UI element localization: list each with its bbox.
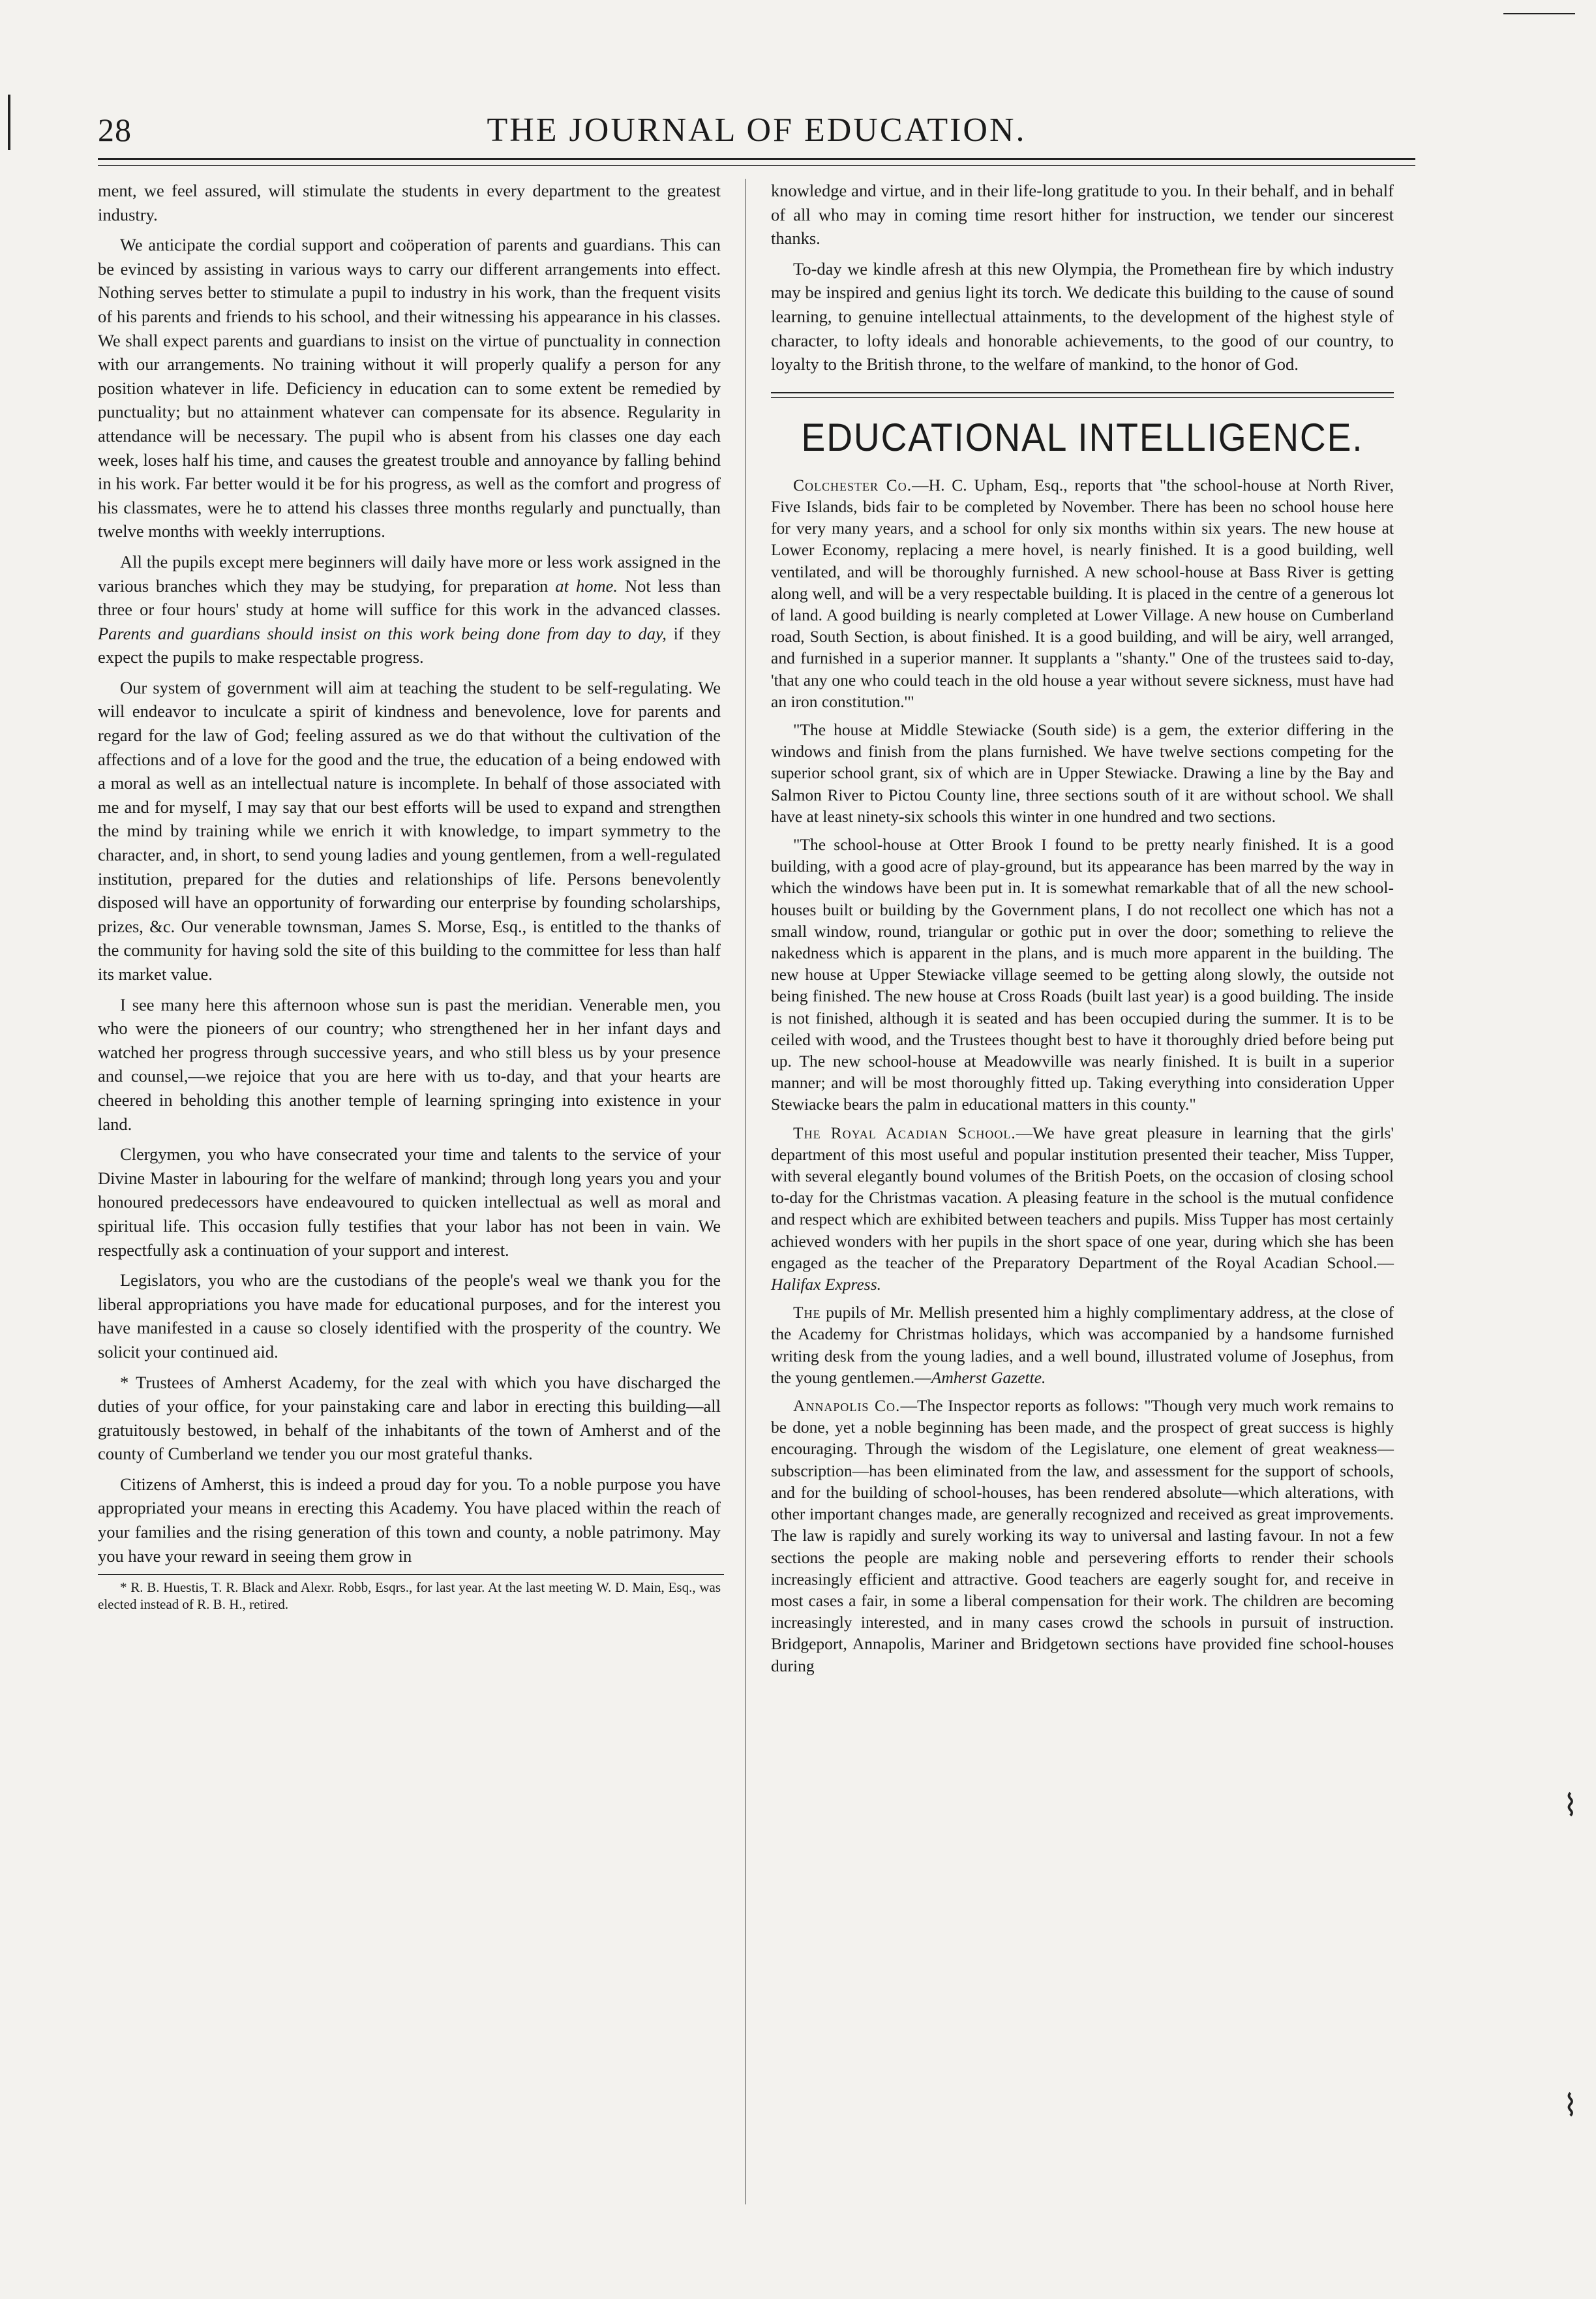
header-rule-thin <box>98 165 1415 166</box>
left-column <box>98 179 745 2204</box>
two-column-body <box>98 179 1415 2204</box>
paragraph: Legislators, you who are the custodians of the people's weal we thank you for the liberal appropriations you have made for educational purposes, and for the interest you have manifested in a cause so closely identified with the prosperity of the country. We solicit your continued aid. <box>98 1270 721 1362</box>
margin-mark-right-upper: ⌇ <box>1563 1788 1578 1823</box>
footnote-rule <box>98 1574 724 1575</box>
text-run: All the pupils except mere beginners will daily have more or less work assigned in the various branches which they may be studying, for preparation <box>98 551 721 596</box>
paragraph: Clergymen, you who have consecrated your time and talents to the service of your Divine Master in labouring for the welfare of mankind; through long years you and your honoured predecessors have endeavoured to quicken intellectual as well as moral and spiritual life. This occasion fully testifies that your labor has not been in vain. We respectfully ask a continuation of your support and interest. <box>98 1144 721 1260</box>
paragraph: knowledge and virtue, and in their life-long gratitude to you. In their behalf, and in behalf of all who may in coming time resort hither for instruction, we tender our sincerest thanks. <box>771 181 1394 249</box>
news-item-otter-brook: "The school-house at Otter Brook I found to be pretty nearly finished. It is a good building, with a good acre of play-ground, but its appearance has been marred by the way in which the windows have been put in. It is somewhat remarkable that of all the new school-houses built or building by the Government plans, I do not recollect one which has not a small window, round, triangular or gothic put in over the door; something to relieve the nakedness which is apparent in the plans, and is much more apparent in the building. The new house at Upper Stewiacke village seemed to be getting along slowly, the outside not being finished. The new house at Cross Roads (built last year) is a good building. The inside is not finished, although it is seated and has been occupied during the summer. It is to be ceiled with wood, and the Trustees thought best to have it thoroughly dried before being put up. The new school-house at Meadowville was nearly finished. It is built in a superior manner; and will be most thoroughly fitted up. Taking everything into consideration Upper Stewiacke bears the palm in educational matters in this county." <box>771 835 1394 1114</box>
text-run: Not less than three or four hours' study at home will suffice for this work in the advanced classes. <box>98 575 721 620</box>
source-credit: Amherst Gazette. <box>931 1367 1046 1387</box>
news-item-annapolis <box>771 1395 1394 1677</box>
italic-run: Parents and guardians should insist on this work being done from day to day, <box>98 623 667 643</box>
paragraph: ment, we feel assured, will stimulate the students in every department to the greatest industry. <box>98 181 721 224</box>
text-run: —We have great pleasure in learning that the girls' department of this most useful and popular institution presented their teacher, Miss Tupper, with several elegantly bound volumes of the British Poets, on the occasion of closing school to-day for the Christmas vacation. A pleasing feature in the school is the mutual confidence and respect which are exhibited between teachers and pupils. Miss Tupper has most certainly achieved wonders with her pupils in the short space of one year, during which she has been engaged as the teacher of the Preparatory Department of the Royal Acadian School.— <box>771 1123 1394 1272</box>
right-column <box>745 179 1394 2204</box>
italic-run: at home. <box>555 575 618 596</box>
footnote: * R. B. Huestis, T. R. Black and Alexr. Robb, Esqrs., for last year. At the last meeting W. D. Main, Esq., was elected instead of R. B. H., retired. <box>98 1579 721 1613</box>
paragraph: We anticipate the cordial support and coöperation of parents and guardians. This can be evinced by assisting in various ways to carry our different arrangements into effect. Nothing serves better to stimulate a pupil to industry in his work, than the frequent visits of his parents and friends to his school, and their witnessing his appearance in his classes. We shall expect parents and guardians to insist on the virtue of punctuality in connection with our arrangements. No training without it will properly qualify a person for any position whatever in life. Deficiency in education can to some extent be remedied by punctuality; but no attainment whatever can compensate for its absence. Regularity in attendance will be necessary. The pupil who is absent from his classes one day each week, loses half his time, and causes the greatest trouble and annoyance by falling behind in his work. Far better would it be for his progress, as well as the comfort and progress of his classmates, were he to attend his classes three months regularly and punctually, than twelve months with weekly interruptions. <box>98 235 721 541</box>
page-number: 28 <box>98 112 132 148</box>
margin-mark-right-lower: ⌇ <box>1563 2088 1578 2123</box>
news-item-mellish <box>771 1302 1394 1388</box>
paragraph: To-day we kindle afresh at this new Olympia, the Promethean fire by which industry may be inspired and genius light its torch. We dedicate this building to the cause of sound learning, to genuine intellectual attainments, to the development of the highest style of character, to lofty ideals and honorable achievements, to the good of our country, to loyalty to the British throne, to the welfare of mankind, to the honor of God. <box>771 258 1394 374</box>
section-rule <box>771 392 1394 393</box>
section-heading: EDUCATIONAL INTELLIGENCE. <box>801 415 1364 459</box>
journal-page <box>98 98 1415 2251</box>
running-head <box>98 98 1415 157</box>
text-run: —The Inspector reports as follows: "Though very much work remains to be done, yet a noble beginning has been made, and the prospect of great success is highly encouraging. Through the wisdom of the Legislature, one element of great weakness—subscription—has been eliminated from the law, and assessment for the support of schools, and for the building of school-houses, has been rendered absolute—which alterations, with other important changes made, are generally recognized and received as great improvements. The law is rapidly and surely working its way to universal and lasting favour. In not a few sections the people are making noble and persevering efforts to render their schools increasingly efficient and attractive. Good teachers are eagerly sought for, and receive in most cases a fair, in some a liberal compensation for their work. The children are becoming increasingly interested, and in many cases crowd the schools in pursuit of instruction. Bridgeport, Annapolis, Mariner and Bridgetown sections have provided fine school-houses during <box>771 1396 1394 1675</box>
news-item-colchester <box>771 474 1394 712</box>
paragraph: I see many here this afternoon whose sun is past the meridian. Venerable men, you who were the pioneers of our country; who strengthened her in her infant days and watched her progress through successive years, and who still bless us by your presence and counsel,—we rejoice that you are here with us to-day, and that your hearts are cheered in beholding this another temple of learning springing into existence in your land. <box>98 994 721 1134</box>
margin-mark-top-right <box>1503 13 1575 14</box>
paragraph: Our system of government will aim at teaching the student to be self-regulating. We will endeavor to inculcate a spirit of kindness and benevolence, love for parents and regard for the law of God; feeling assured as we do that without the cultivation of the affections and of a love for the good and the true, the education of a being endowed with a moral as well as an intellectual nature is incomplete. In behalf of those associated with me and for myself, I may say that our best efforts will be used to expand and strengthen the mind by training while we enrich it with knowledge, to impart symmetry to the character, and, in short, to send young ladies and young gentlemen, from a well-regulated institution, prepared for the duties and relationships of life. Persons benevolently disposed will have an opportunity of forwarding our enterprise by founding scholarships, prizes, &c. Our venerable townsman, James S. Morse, Esq., is entitled to the thanks of the community for having sold the site of this building to the committee for less than half its market value. <box>98 677 721 984</box>
margin-mark-left <box>8 95 10 150</box>
section-rule-thin <box>771 397 1394 398</box>
journal-title: THE JOURNAL OF EDUCATION. <box>487 112 1027 149</box>
text-run: pupils of Mr. Mellish presented him a highly complimentary address, at the close of the Academy for Christmas holidays, which was accompanied by a handsome furnished writing desk from the young ladies, and a well bound, illustrated volume of Josephus, from the young gentlemen.— <box>771 1303 1394 1387</box>
item-lead: The <box>793 1303 821 1322</box>
item-lead: Colchester Co. <box>793 475 912 495</box>
header-rule <box>98 158 1415 160</box>
paragraph <box>98 550 721 669</box>
source-credit: Halifax Express. <box>771 1275 882 1294</box>
paragraph: Citizens of Amherst, this is indeed a proud day for you. To a noble purpose you have appropriated your means in erecting this Academy. You have placed within the reach of your families and the rising generation of this town and county, a noble patrimony. May you have your reward in seeing them grow in <box>98 1474 721 1566</box>
news-item-royal-acadian <box>771 1122 1394 1296</box>
text-run: if they expect the pupils to make respectable progress. <box>98 623 721 667</box>
item-lead: The Royal Acadian School. <box>793 1123 1016 1142</box>
item-lead: Annapolis Co. <box>793 1396 901 1416</box>
news-item-stewiacke: "The house at Middle Stewiacke (South side) is a gem, the exterior differing in the windows and finish from the plans furnished. We have twelve sections competing for the superior school grant, six of which are in Upper Stewiacke. Drawing a line by the Bay and Salmon River to Pictou County line, three sections south of it are without school. We shall have at least ninety-six schools this winter in one hundred and two sections. <box>771 720 1394 826</box>
text-run: —H. C. Upham, Esq., reports that "the school-house at North River, Five Islands, bids fair to be completed by November. There has been no school house here for very many years, and a school for only six months within six years. The new house at Lower Economy, replacing a mere hovel, is nearly finished. It is a good building, well ventilated, and will be thoroughly furnished. A new school-house at Bass River is getting along well, and will be a very respectable building. It is placed in the centre of a generous lot of land. A good building is nearly completed at Lower Village. A new house on Cumberland road, South Section, is about finished. It is a good building, and will be airy, well arranged, and furnished in a superior manner. It supplants a "shanty." One of the trustees said to-day, 'that any one who could teach in the old house a year without severe sickness, must have had an iron constitution.'" <box>771 475 1394 711</box>
paragraph: * Trustees of Amherst Academy, for the zeal with which you have discharged the duties of your office, for your painstaking care and labor in erecting this building—all gratuitously bestowed, in behalf of the inhabitants of the town of Amherst and of the county of Cumberland we tender you our most grateful thanks. <box>98 1372 721 1464</box>
